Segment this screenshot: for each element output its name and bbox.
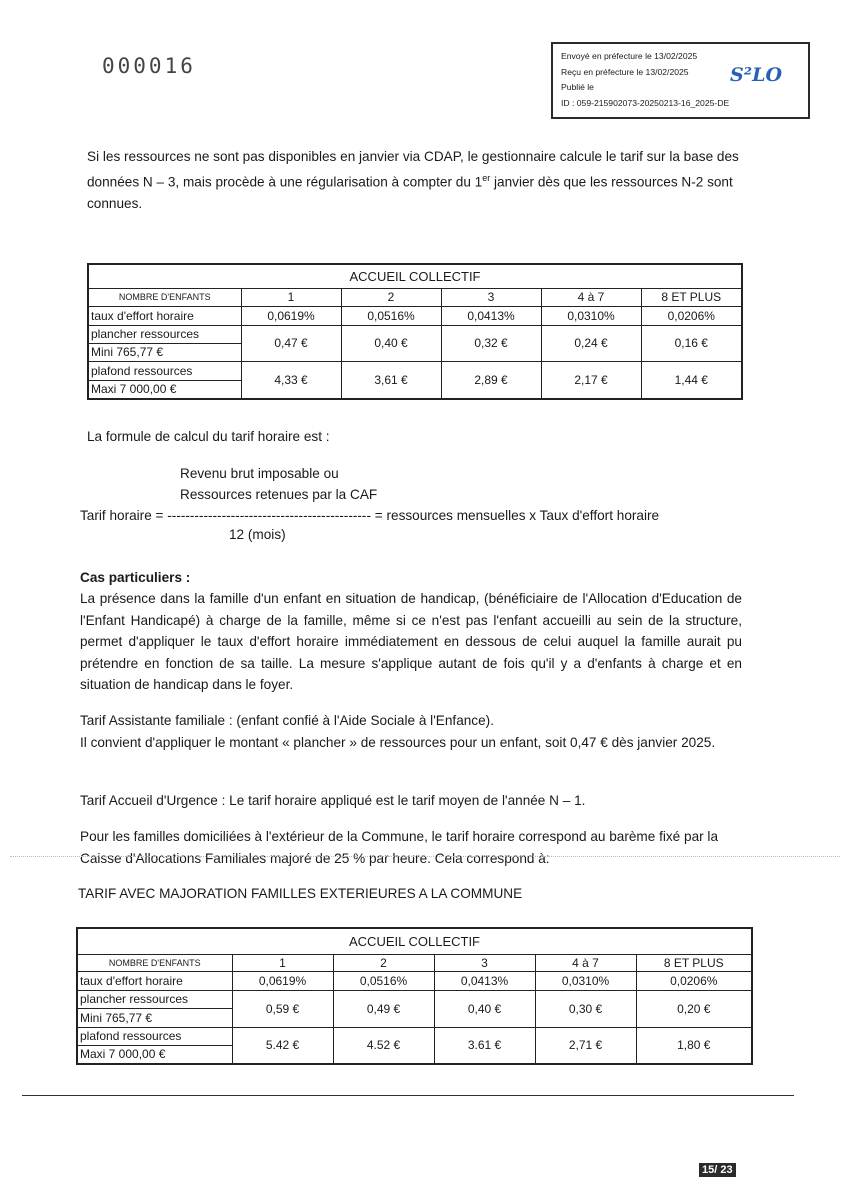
formula-numerator-2: Ressources retenues par la CAF — [180, 487, 378, 502]
formula-numerator-1: Revenu brut imposable ou — [180, 466, 339, 481]
cas-title: Cas particuliers : — [80, 570, 191, 585]
stamp-id-line: ID : 059-215902073-20250213-16_2025-DE — [561, 97, 730, 108]
table-col-header: 3 — [441, 288, 541, 306]
table-cell: 0,20 € — [636, 990, 752, 1027]
table-cell: 0,0516% — [341, 306, 441, 325]
table-cell: 0,59 € — [232, 990, 333, 1027]
table-cell: 0,0206% — [636, 971, 752, 990]
table-cell: 1,44 € — [641, 361, 742, 399]
table2-heading: TARIF AVEC MAJORATION FAMILLES EXTERIEURES A LA COMMUNE — [78, 886, 523, 901]
assistante-line1: Tarif Assistante familiale : (enfant confié à l'Aide Sociale à l'Enfance). — [80, 713, 494, 728]
table-title: ACCUEIL COLLECTIF — [88, 264, 742, 288]
intro-superscript: er — [482, 172, 491, 183]
formula-dashes: --------------------------------------------- — [167, 508, 371, 523]
document-number: 000016 — [102, 54, 196, 78]
table-col-header: 8 ET PLUS — [641, 288, 742, 306]
assistante-line2: Il convient d'appliquer le montant « plancher » de ressources pour un enfant, soit 0,47 € dès janvier 2025. — [80, 735, 716, 750]
table-cell: 0,49 € — [333, 990, 434, 1027]
table-col-header: 1 — [232, 954, 333, 971]
stamp-published-line: Publié le — [561, 82, 594, 92]
footer-rule — [22, 1095, 794, 1096]
table-cell: 4.52 € — [333, 1027, 434, 1064]
row-label-plancher-mini: Mini 765,77 € — [77, 1008, 232, 1027]
table-cell: 0,30 € — [535, 990, 636, 1027]
formula-right: = ressources mensuelles x Taux d'effort horaire — [370, 508, 660, 523]
formula-left: Tarif horaire = — [80, 508, 168, 523]
table-title: ACCUEIL COLLECTIF — [77, 928, 752, 954]
table-cell: 0,47 € — [241, 325, 341, 361]
table-cell: 0,24 € — [541, 325, 641, 361]
formula-denominator: 12 (mois) — [229, 527, 286, 542]
table-col-header: 2 — [333, 954, 434, 971]
tarif-table-majoration — [76, 927, 753, 1065]
page-number: 15/ 23 — [699, 1163, 736, 1177]
table-cell: 2,71 € — [535, 1027, 636, 1064]
formula-line — [80, 508, 659, 523]
table-cell: 3.61 € — [434, 1027, 535, 1064]
table-header-label: NOMBRE D'ENFANTS — [77, 954, 232, 971]
intro-text-part1: Si les ressources ne sont pas disponibles en janvier via CDAP, le gestionnaire calcule le tarif sur la base des données N – 3, mais procède à une régularisation à compter du 1 — [87, 149, 739, 190]
table-cell: 5.42 € — [232, 1027, 333, 1064]
table-col-header: 1 — [241, 288, 341, 306]
row-label-plancher: plancher ressources — [77, 990, 232, 1008]
table-cell: 2,17 € — [541, 361, 641, 399]
cas-paragraph: La présence dans la famille d'un enfant en situation de handicap, (bénéficiaire de l'Allocation d'Education de l'Enfant Handicapé) à charge de la famille, même si ce n'est pas l'enfant accueilli au sein de la structure, permet d'appliquer le taux d'effort horaire immédiatement en dessous de celui auquel la famille aurait pu prétendre en fonction de sa taille. La mesure s'applique autant de fois qu'il y a d'enfants à charge et en situation de handicap dans le foyer. — [80, 591, 742, 692]
formula-intro: La formule de calcul du tarif horaire est : — [87, 429, 330, 444]
table-cell: 0,16 € — [641, 325, 742, 361]
row-label-plafond: plafond ressources — [77, 1027, 232, 1045]
urgence-paragraph: Tarif Accueil d'Urgence : Le tarif horaire appliqué est le tarif moyen de l'année N – 1. — [80, 793, 586, 808]
table-cell: 0,0619% — [241, 306, 341, 325]
table-cell: 3,61 € — [341, 361, 441, 399]
scan-dotted-line — [10, 856, 840, 857]
table-col-header: 8 ET PLUS — [636, 954, 752, 971]
row-label-plafond-maxi: Maxi 7 000,00 € — [77, 1045, 232, 1064]
table-col-header: 2 — [341, 288, 441, 306]
row-label-plafond-maxi: Maxi 7 000,00 € — [88, 380, 241, 399]
table-col-header: 4 à 7 — [541, 288, 641, 306]
table-cell: 1,80 € — [636, 1027, 752, 1064]
table-cell: 0,0206% — [641, 306, 742, 325]
exterieur-paragraph: Pour les familles domiciliées à l'extérieur de la Commune, le tarif horaire correspond au barème fixé par la Caisse d'Allocations Familiales majoré de 25 % par heure. Cela correspond à: — [80, 829, 719, 866]
intro-text-part2: janvier dès que les ressources N-2 sont connues. — [87, 174, 733, 211]
table-cell: 0,40 € — [434, 990, 535, 1027]
prefecture-stamp — [551, 42, 810, 119]
table-header-label: NOMBRE D'ENFANTS — [88, 288, 241, 306]
table-cell: 0,0619% — [232, 971, 333, 990]
table-cell: 0,32 € — [441, 325, 541, 361]
row-label-taux: taux d'effort horaire — [88, 306, 241, 325]
row-label-plancher-mini: Mini 765,77 € — [88, 343, 241, 361]
table-col-header: 3 — [434, 954, 535, 971]
table-cell: 0,0310% — [541, 306, 641, 325]
table-cell: 0,0516% — [333, 971, 434, 990]
table-cell: 4,33 € — [241, 361, 341, 399]
table-col-header: 4 à 7 — [535, 954, 636, 971]
row-label-taux: taux d'effort horaire — [77, 971, 232, 990]
row-label-plancher: plancher ressources — [88, 325, 241, 343]
table-cell: 0,0413% — [434, 971, 535, 990]
stamp-sent-line: Envoyé en préfecture le 13/02/2025 — [561, 51, 698, 61]
intro-paragraph — [87, 146, 757, 214]
table-cell: 0,40 € — [341, 325, 441, 361]
stamp-received-line: Reçu en préfecture le 13/02/2025 — [561, 66, 689, 77]
table-cell: 2,89 € — [441, 361, 541, 399]
stamp-signature: S²LO — [730, 64, 782, 86]
table-cell: 0,0413% — [441, 306, 541, 325]
row-label-plafond: plafond ressources — [88, 361, 241, 380]
tarif-table — [87, 263, 743, 400]
table-cell: 0,0310% — [535, 971, 636, 990]
